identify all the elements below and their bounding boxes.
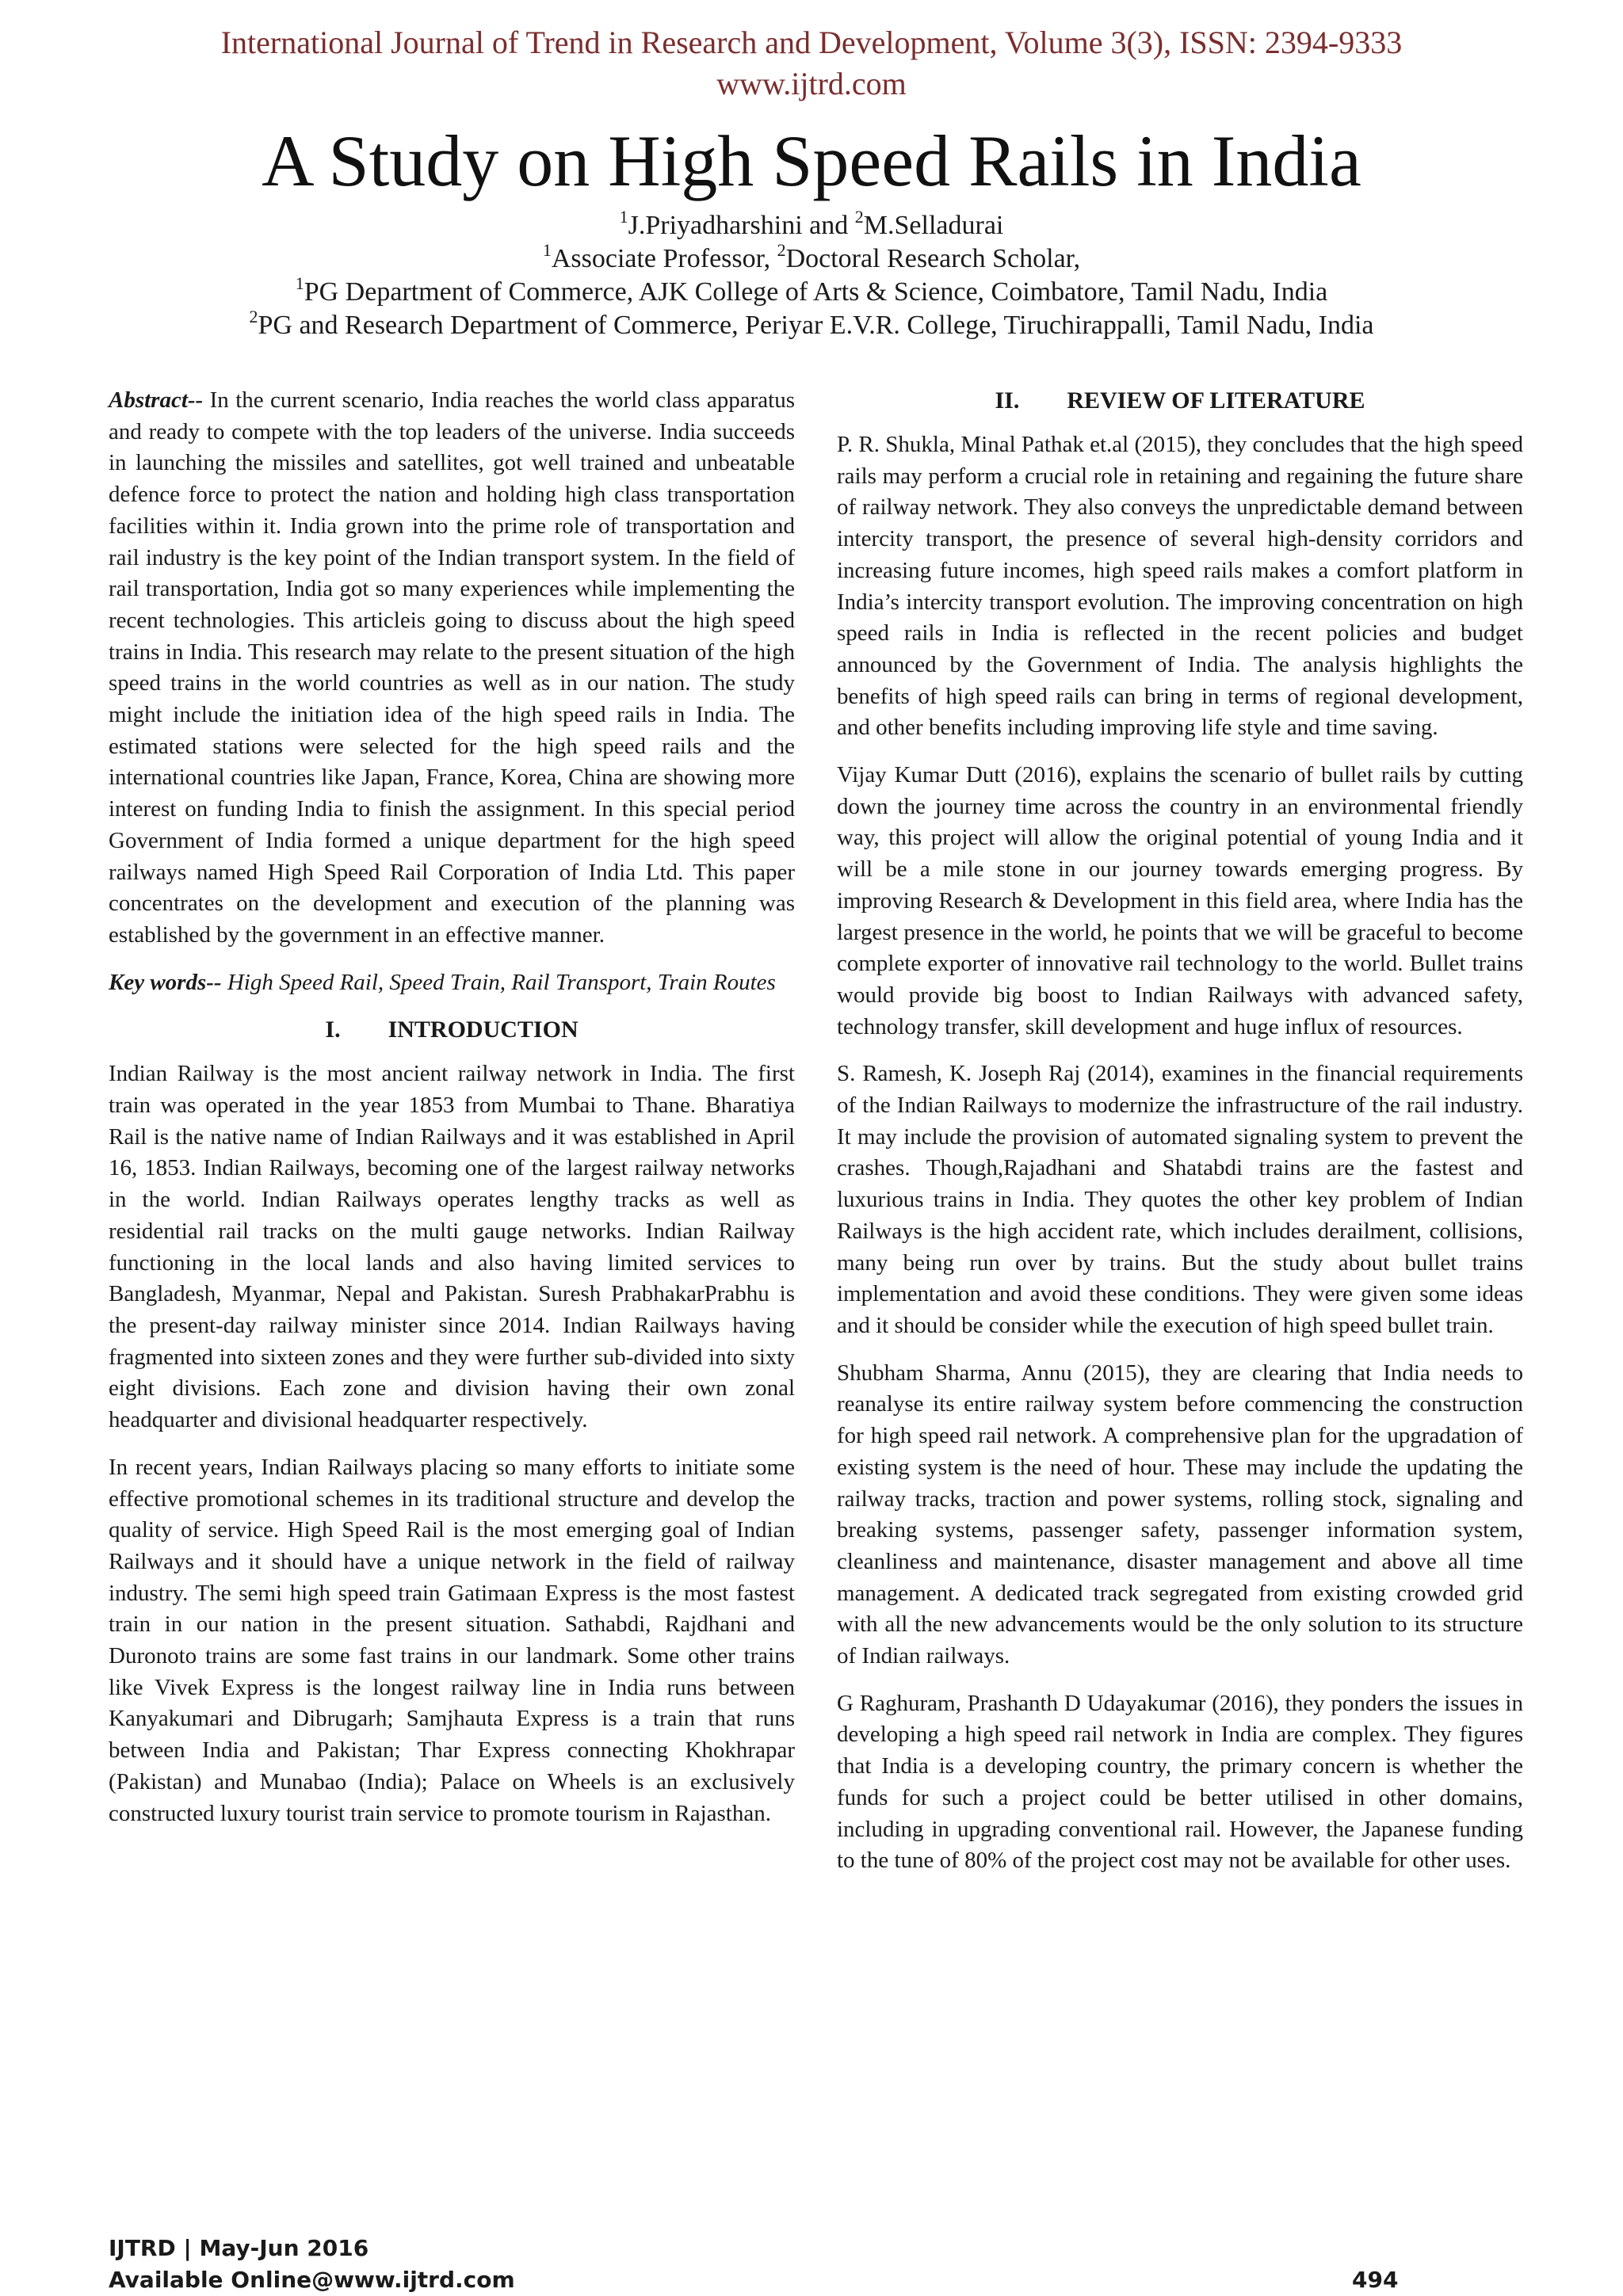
author-block xyxy=(0,209,1623,342)
abstract-label: Abstract-- xyxy=(109,387,204,413)
review-paragraph: Vijay Kumar Dutt (2016), explains the scenario of bullet rails by cutting down the journey time across the country in an environmental friendly way, this project will allow the original potential of young India and it will be a mile stone in our journey towards emerging progress. By improving Research & Development in this field area, where India has the largest presence in the world, he points that we will be graceful to become complete exporter of innovative rail technology to the world. Bullet trains would provide big boost to Indian Railways with advanced safety, technology transfer, skill development and huge influx of resources. xyxy=(837,762,1523,1039)
review-paragraph: P. R. Shukla, Minal Pathak et.al (2015), they concludes that the high speed rails may perform a crucial role in retaining and regaining the future share of railway network. They also conveys the unpredictable demand between intercity transport, the presence of several high-density corridors and increasing future incomes, high speed rails makes a comfort platform in India’s intercity transport evolution. The improving concentration on high speed rails in India is reflected in the recent policies and budget announced by the Government of India. The analysis highlights the benefits of high speed rails can bring in terms of regional development, and other benefits including improving life style and time saving. xyxy=(837,432,1523,741)
paper-title: A Study on High Speed Rails in India xyxy=(262,120,1361,201)
footer xyxy=(109,2233,515,2296)
journal-line: International Journal of Trend in Research and Development, Volume 3(3), ISSN: 2394-9333 xyxy=(220,25,1403,60)
footer-issue: IJTRD | May-Jun 2016 xyxy=(109,2235,369,2261)
keywords-label: Key words-- xyxy=(109,969,222,995)
keywords xyxy=(109,967,795,999)
abstract xyxy=(109,385,795,952)
intro-paragraph: In recent years, Indian Railways placing so many efforts to initiate some effective promotional schemes in its traditional structure and develop the quality of service. High Speed Rail is the most emerging goal of Indian Railways and it should have a unique network in the field of railway industry. The semi high speed train Gatimaan Express is the most fastest train in our nation in the present situation. Sathabdi, Rajdhani and Duronoto trains are some fast trains in our landmark. Some other trains like Vivek Express is the longest railway line in India runs between Kanyakumari and Dibrugarh; Samjhauta Express is a train that runs between India and Pakistan; Thar Express connecting Khokhrapar (Pakistan) and Munabao (India); Palace on Wheels is an exclusively constructed luxury tourist train service to promote tourism in Rajasthan. xyxy=(109,1454,795,1826)
review-paragraph: Shubham Sharma, Annu (2015), they are clearing that India needs to reanalyse its entire railway system before commencing the construction for high speed rail network. A comprehensive plan for the upgradation of existing system is the need of hour. These may include the updating the railway tracks, traction and power systems, rolling stock, signaling and breaking systems, passenger safety, passenger information system, cleanliness and maintenance, disaster management and above all time management. A dedicated track segregated from existing crowded grid with all the new advancements would be the only solution to its structure of Indian railways. xyxy=(837,1360,1523,1669)
author-affiliation-2: $^2$PG and Research Department of Commerce, Periyar E.V.R. College, Tiruchirappalli, Tamil Nadu, India xyxy=(249,307,1374,340)
author-names: $^1$J.Priyadharshini and $^2$M.Selladurai xyxy=(619,207,1004,240)
journal-website: www.ijtrd.com xyxy=(716,66,907,101)
section-heading-review: II. REVIEW OF LITERATURE xyxy=(995,387,1365,414)
page-number: 494 xyxy=(1352,2267,1399,2293)
author-roles: $^1$Associate Professor, $^2$Doctoral Research Scholar, xyxy=(542,240,1081,273)
left-column xyxy=(109,385,795,1845)
review-paragraph: G Raghuram, Prashanth D Udayakumar (2016), they ponders the issues in developing a high speed rail network in India are complex. They figures that India is a developing country, the primary concern is whether the funds for such a project could be better utilised in other domains, including in upgrading conventional rail. However, the Japanese funding to the tune of 80% of the project cost may not be available for other uses. xyxy=(837,1690,1523,1874)
right-column xyxy=(837,385,1523,1893)
keywords-text: High Speed Rail, Speed Train, Rail Transport, Train Routes xyxy=(221,969,776,995)
journal-header xyxy=(0,22,1623,105)
intro-paragraph: Indian Railway is the most ancient railway network in India. The first train was operated in the year 1853 from Mumbai to Thane. Bharatiya Rail is the native name of Indian Railways and it was established in April 16, 1853. Indian Railways, becoming one of the largest railway networks in the world. Indian Railways operates lengthy tracks as well as residential rail tracks on the multi gauge networks. Indian Railway functioning in the local lands and also having limited services to Bangladesh, Myanmar, Nepal and Pakistan. Suresh PrabhakarPrabhu is the present-day railway minister since 2014. Indian Railways having fragmented into sixteen zones and they were further sub-divided into sixty eight divisions. Each zone and division having their own zonal headquarter and divisional headquarter respectively. xyxy=(109,1061,795,1433)
footer-available-online: Available Online@www.ijtrd.com xyxy=(109,2267,515,2293)
abstract-text: In the current scenario, India reaches the world class apparatus and ready to compete with the top leaders of the universe. India succeeds in launching the missiles and satellites, got well trained and unbeatable defence force to protect the nation and holding high class transportation facilities within it. India grown into the prime role of transportation and rail industry is the key point of the Indian transport system. In the field of rail transportation, India got so many experiences while implementing the recent technologies. This articleis going to discuss about the high speed trains in India. This research may relate to the present situation of the high speed trains in the world countries as well as in our nation. The study might include the initiation idea of the high speed rails in India. The estimated stations were selected for the high speed rails and the international countries like Japan, France, Korea, China are showing more interest on funding India to finish the assignment. In this special period Government of India formed a unique department for the high speed railways named High Speed Rail Corporation of India Ltd. This paper concentrates on the development and execution of the planning was established by the government in an effective manner. xyxy=(109,387,795,948)
review-paragraph: S. Ramesh, K. Joseph Raj (2014), examines in the financial requirements of the Indian Railways to modernize the infrastructure of the rail industry. It may include the provision of automated signaling system to prevent the crashes. Though,Rajadhani and Shatabdi trains are the fastest and luxurious trains in India. They quotes the other key problem of Indian Railways is the high accident rate, which includes derailment, collisions, many being run over by trains. But the study about bullet trains implementation and avoid these conditions. They were given some ideas and it should be consider while the execution of high speed bullet train. xyxy=(837,1061,1523,1338)
section-heading-introduction: I. INTRODUCTION xyxy=(325,1016,579,1043)
author-affiliation-1: $^1$PG Department of Commerce, AJK College of Arts & Science, Coimbatore, Tamil Nadu, India xyxy=(295,273,1328,307)
